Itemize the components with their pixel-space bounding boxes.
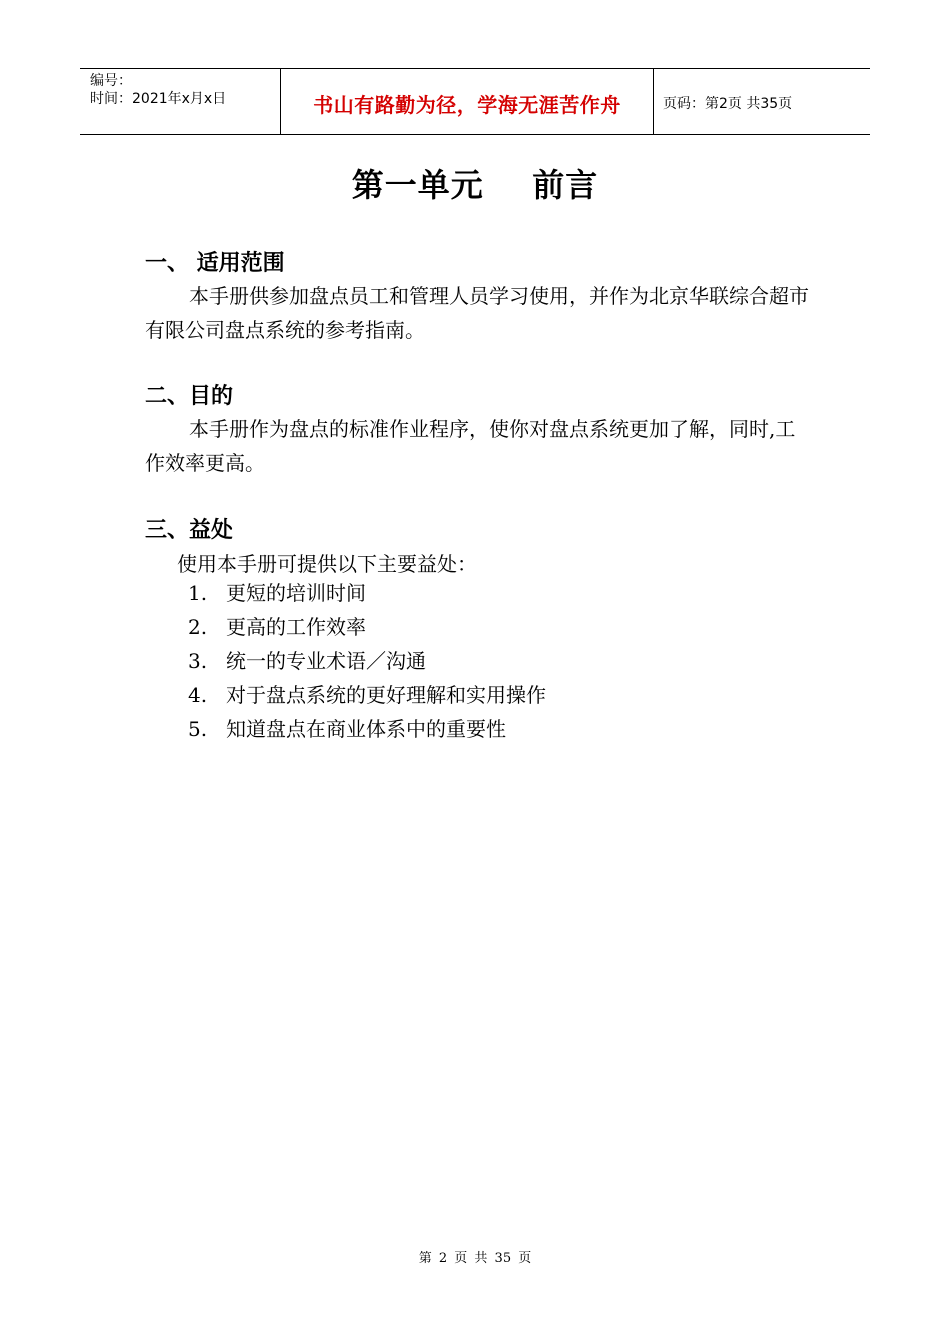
section-body-scope: 本手册供参加盘点员工和管理人员学习使用，并作为北京华联综合超市有限公司盘点系统的参考指南。 <box>145 284 809 342</box>
header-page-cell <box>654 69 870 134</box>
benefits-intro: 使用本手册可提供以下主要益处： <box>177 552 477 576</box>
list-item-number: 3. <box>188 649 208 673</box>
list-item-text: 知道盘点在商业体系中的重要性 <box>226 717 506 741</box>
header-page-info: 页码：第2页 共35页 <box>663 95 793 112</box>
list-item-text: 更短的培训时间 <box>226 581 366 605</box>
list-item <box>188 610 546 644</box>
list-item <box>188 712 546 746</box>
list-item-number: 4. <box>188 683 208 707</box>
list-item-text: 统一的专业术语／沟通 <box>226 649 426 673</box>
benefits-list <box>188 576 546 746</box>
list-item-text: 更高的工作效率 <box>226 615 366 639</box>
page-header <box>80 68 870 135</box>
unit-title: 第一单元 前言 <box>351 166 599 204</box>
document-number-label: 编号： <box>90 73 132 89</box>
list-item-number: 5. <box>188 717 208 741</box>
section-heading-scope: 一、 适用范围 <box>145 251 285 276</box>
list-item <box>188 644 546 678</box>
list-item <box>188 576 546 610</box>
header-motto: 书山有路勤为径，学海无涯苦作舟 <box>313 92 621 117</box>
section-heading-benefits: 三、益处 <box>145 518 234 543</box>
list-item <box>188 678 546 712</box>
page-footer: 第 2 页 共 35 页 <box>418 1251 532 1266</box>
list-item-number: 1. <box>188 581 208 605</box>
list-item-number: 2. <box>188 615 208 639</box>
header-motto-cell <box>281 69 654 134</box>
section-body-purpose: 本手册作为盘点的标准作业程序，使你对盘点系统更加了解，同时,工作效率更高。 <box>145 417 796 475</box>
section-heading-purpose: 二、目的 <box>145 384 234 409</box>
list-item-text: 对于盘点系统的更好理解和实用操作 <box>226 683 546 707</box>
document-date-label: 时间：2021年x月x日 <box>90 91 227 107</box>
header-meta-cell <box>80 69 281 134</box>
